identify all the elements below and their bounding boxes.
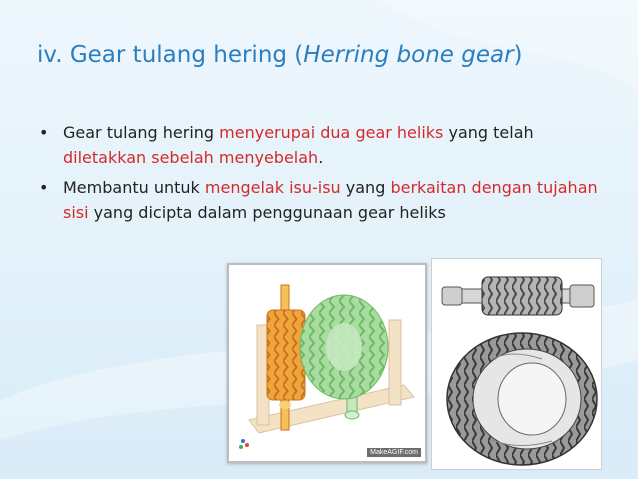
- body-text: yang dicipta dalam penggunaan gear heliks: [88, 203, 446, 222]
- title-prefix: iv. Gear tulang hering (: [37, 42, 304, 68]
- body-text: yang: [340, 178, 391, 197]
- animated-herringbone-gears-image: [227, 263, 427, 463]
- highlighted-text: menyerupai dua gear heliks: [219, 123, 444, 142]
- body-text: Gear tulang hering: [63, 123, 220, 142]
- bullet-item: [37, 120, 617, 170]
- body-text: yang telah: [443, 123, 534, 142]
- title-italic: Herring bone gear: [303, 42, 514, 68]
- bullet-item: [37, 175, 617, 225]
- highlighted-text: diletakkan sebelah menyebelah: [63, 148, 319, 167]
- watermark-label: MakeAGIF.com: [367, 448, 421, 457]
- highlighted-text: berkaitan dengan tujahan sisi: [63, 178, 598, 222]
- body-text: Membantu untuk: [63, 178, 205, 197]
- slide-title: [37, 42, 627, 70]
- title-suffix: ): [513, 42, 523, 68]
- highlighted-text: mengelak isu-isu: [204, 178, 341, 197]
- herringbone-gear-photo: [431, 258, 602, 470]
- bullet-list: [37, 120, 617, 230]
- body-text: .: [318, 148, 324, 167]
- bullet-marker: •: [39, 123, 49, 142]
- bullet-marker: •: [39, 178, 49, 197]
